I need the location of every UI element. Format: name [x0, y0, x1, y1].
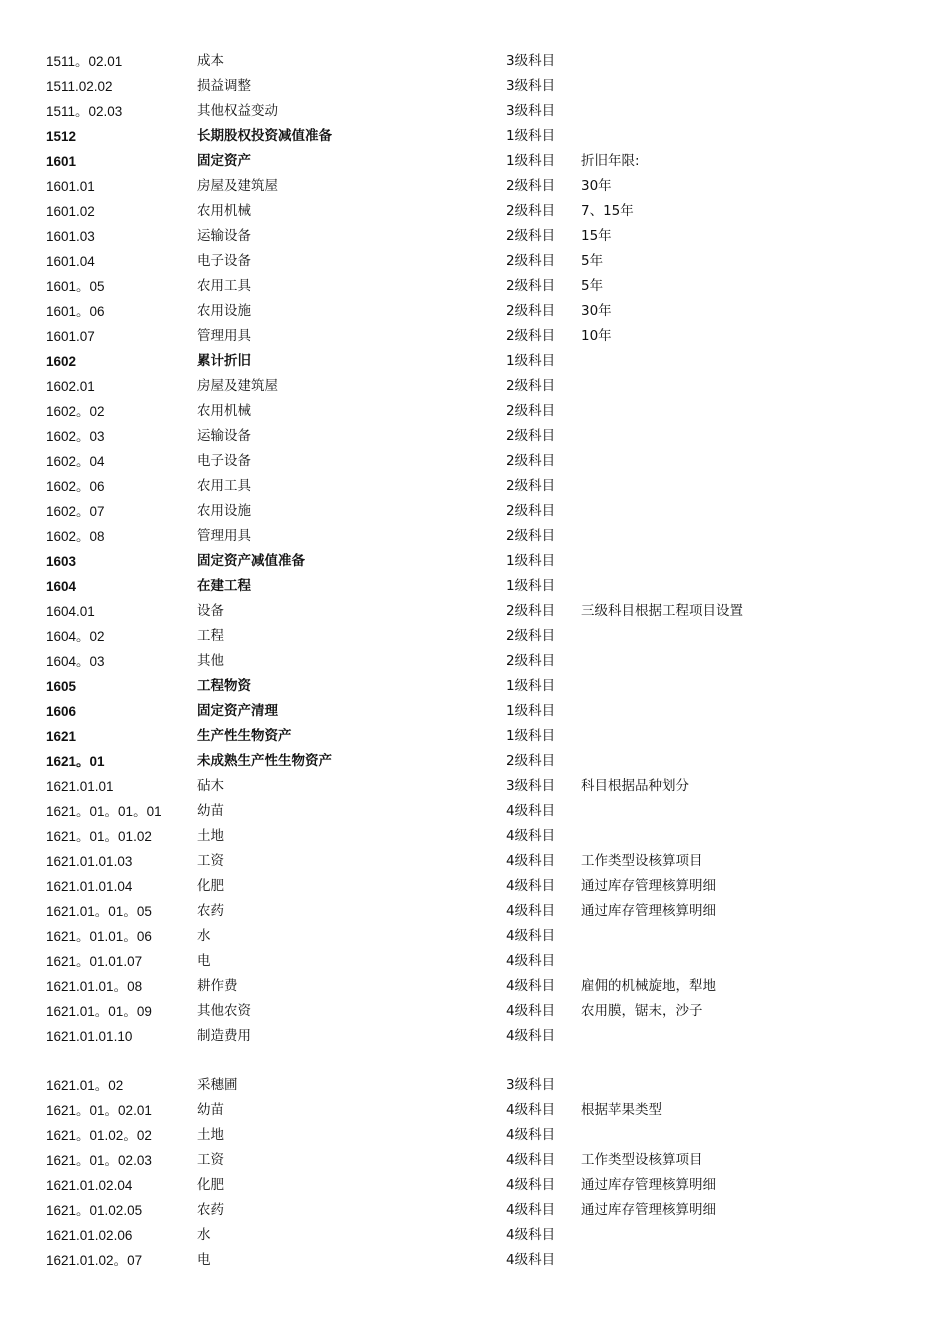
- account-row: [0, 249, 950, 274]
- account-name: 固定资产: [197, 153, 251, 169]
- account-row: [0, 1024, 950, 1049]
- account-level: 4级科目: [506, 928, 556, 944]
- account-name: 土地: [197, 828, 224, 844]
- account-level: 2级科目: [506, 303, 556, 319]
- account-level: 4级科目: [506, 828, 556, 844]
- account-level: 1级科目: [506, 353, 556, 369]
- account-level: 2级科目: [506, 228, 556, 244]
- account-code: 1621。01。02.03: [46, 1153, 152, 1168]
- account-row: [0, 574, 950, 599]
- account-code: 1621.01.01.04: [46, 879, 133, 894]
- account-note: 工作类型设核算项目: [581, 1152, 703, 1168]
- account-level: 2级科目: [506, 178, 556, 194]
- account-name: 采穗圃: [197, 1077, 238, 1093]
- account-code: 1602。02: [46, 404, 105, 419]
- account-row: [0, 124, 950, 149]
- account-name: 农用机械: [197, 403, 251, 419]
- account-code: 1621.01.01。08: [46, 979, 143, 994]
- account-code: 1621。01.02。02: [46, 1128, 152, 1143]
- account-note: 三级科目根据工程项目设置: [581, 603, 743, 619]
- account-row: [0, 874, 950, 899]
- account-row: [0, 624, 950, 649]
- account-row: [0, 849, 950, 874]
- account-name: 农用设施: [197, 303, 251, 319]
- account-code: 1621.01.02.06: [46, 1228, 133, 1243]
- account-code: 1621。01.01.07: [46, 954, 143, 969]
- account-level: 1级科目: [506, 678, 556, 694]
- account-row: [0, 824, 950, 849]
- account-row: [0, 549, 950, 574]
- account-level: 4级科目: [506, 903, 556, 919]
- account-level: 4级科目: [506, 1028, 556, 1044]
- account-row: [0, 524, 950, 549]
- account-row: [0, 99, 950, 124]
- account-code: 1512: [46, 129, 77, 144]
- account-code: 1604.01: [46, 604, 95, 619]
- account-row: [0, 1248, 950, 1273]
- account-code: 1601.03: [46, 229, 95, 244]
- account-note: 雇佣的机械旋地，犁地: [581, 978, 716, 994]
- account-name: 管理用具: [197, 528, 251, 544]
- account-row: [0, 749, 950, 774]
- account-level: 4级科目: [506, 803, 556, 819]
- account-code: 1621。01: [46, 754, 105, 769]
- account-code: 1621。01.02.05: [46, 1203, 143, 1218]
- account-row: [0, 474, 950, 499]
- account-name: 其他: [197, 653, 224, 669]
- account-level: 1级科目: [506, 153, 556, 169]
- account-row: [0, 449, 950, 474]
- account-row: [0, 1098, 950, 1123]
- account-level: 4级科目: [506, 1227, 556, 1243]
- account-code: 1621。01。01.02: [46, 829, 152, 844]
- account-name: 房屋及建筑屋: [197, 178, 278, 194]
- account-level: 2级科目: [506, 503, 556, 519]
- account-name: 幼苗: [197, 1102, 224, 1118]
- account-code: 1621。01。01。01: [46, 804, 162, 819]
- account-level: 2级科目: [506, 278, 556, 294]
- account-row: [0, 699, 950, 724]
- account-name: 在建工程: [197, 578, 251, 594]
- account-note: 5年: [581, 278, 604, 294]
- account-level: 2级科目: [506, 328, 556, 344]
- account-row: [0, 374, 950, 399]
- account-row: [0, 224, 950, 249]
- account-row: [0, 299, 950, 324]
- account-level: 4级科目: [506, 1102, 556, 1118]
- account-code: 1621.01.01.03: [46, 854, 133, 869]
- account-name: 制造费用: [197, 1028, 251, 1044]
- account-code: 1601.04: [46, 254, 95, 269]
- account-name: 管理用具: [197, 328, 251, 344]
- account-code: 1511。02.03: [46, 104, 123, 119]
- account-row: [0, 1223, 950, 1248]
- account-level: 4级科目: [506, 1003, 556, 1019]
- account-level: 4级科目: [506, 1152, 556, 1168]
- account-row: [0, 1198, 950, 1223]
- account-note: 通过库存管理核算明细: [581, 1202, 716, 1218]
- account-level: 1级科目: [506, 128, 556, 144]
- account-row: [0, 899, 950, 924]
- account-level: 4级科目: [506, 1127, 556, 1143]
- account-code: 1602。08: [46, 529, 105, 544]
- account-note: 10年: [581, 328, 612, 344]
- account-level: 2级科目: [506, 453, 556, 469]
- account-name: 农药: [197, 903, 224, 919]
- account-level: 4级科目: [506, 978, 556, 994]
- account-name: 化肥: [197, 1177, 224, 1193]
- account-code: 1605: [46, 679, 77, 694]
- account-name: 工程物资: [197, 678, 251, 694]
- account-row: [0, 349, 950, 374]
- account-level: 3级科目: [506, 778, 556, 794]
- account-row: [0, 974, 950, 999]
- account-name: 工资: [197, 1152, 224, 1168]
- account-level: 4级科目: [506, 1202, 556, 1218]
- account-code: 1511.02.02: [46, 79, 113, 94]
- account-name: 设备: [197, 603, 224, 619]
- account-code: 1601.01: [46, 179, 95, 194]
- account-row: [0, 1123, 950, 1148]
- account-note: 通过库存管理核算明细: [581, 878, 716, 894]
- account-name: 长期股权投资减值准备: [197, 128, 332, 144]
- account-row: [0, 1173, 950, 1198]
- account-name: 农药: [197, 1202, 224, 1218]
- account-row: [0, 649, 950, 674]
- account-level: 4级科目: [506, 853, 556, 869]
- account-name: 其他权益变动: [197, 103, 278, 119]
- account-name: 成本: [197, 53, 224, 69]
- account-note: 工作类型设核算项目: [581, 853, 703, 869]
- account-row: [0, 724, 950, 749]
- account-note: 通过库存管理核算明细: [581, 903, 716, 919]
- account-row: [0, 499, 950, 524]
- account-code: 1601: [46, 154, 77, 169]
- account-code: 1511。02.01: [46, 54, 123, 69]
- account-name: 农用设施: [197, 503, 251, 519]
- account-level: 3级科目: [506, 53, 556, 69]
- account-level: 1级科目: [506, 728, 556, 744]
- account-code: 1621.01。01。09: [46, 1004, 152, 1019]
- account-code: 1602。04: [46, 454, 105, 469]
- account-row: [0, 199, 950, 224]
- account-name: 工程: [197, 628, 224, 644]
- account-name: 电: [197, 1252, 211, 1268]
- account-row: [0, 774, 950, 799]
- account-level: 2级科目: [506, 653, 556, 669]
- account-row: [0, 599, 950, 624]
- account-code: 1621: [46, 729, 77, 744]
- account-code: 1621.01。01。05: [46, 904, 152, 919]
- account-name: 累计折旧: [197, 353, 251, 369]
- account-name: 土地: [197, 1127, 224, 1143]
- account-name: 电子设备: [197, 253, 251, 269]
- account-level: 2级科目: [506, 378, 556, 394]
- account-note: 30年: [581, 178, 612, 194]
- account-name: 农用工具: [197, 278, 251, 294]
- account-code: 1601。06: [46, 304, 105, 319]
- account-level: 1级科目: [506, 703, 556, 719]
- account-name: 水: [197, 928, 211, 944]
- account-name: 其他农资: [197, 1003, 251, 1019]
- account-row: [0, 1073, 950, 1098]
- account-name: 耕作费: [197, 978, 238, 994]
- account-name: 未成熟生产性生物资产: [197, 753, 332, 769]
- account-row: [0, 324, 950, 349]
- account-row: [0, 399, 950, 424]
- account-code: 1621。01。02.01: [46, 1103, 152, 1118]
- account-row: [0, 49, 950, 74]
- account-level: 4级科目: [506, 1252, 556, 1268]
- account-level: 2级科目: [506, 253, 556, 269]
- account-row: [0, 174, 950, 199]
- account-row: [0, 424, 950, 449]
- account-code: 1602: [46, 354, 77, 369]
- account-row: [0, 1148, 950, 1173]
- account-level: 2级科目: [506, 528, 556, 544]
- account-row: [0, 949, 950, 974]
- account-name: 运输设备: [197, 428, 251, 444]
- account-note: 15年: [581, 228, 612, 244]
- account-level: 4级科目: [506, 1177, 556, 1193]
- account-name: 农用机械: [197, 203, 251, 219]
- account-name: 水: [197, 1227, 211, 1243]
- account-name: 电子设备: [197, 453, 251, 469]
- account-name: 电: [197, 953, 211, 969]
- account-name: 运输设备: [197, 228, 251, 244]
- account-level: 4级科目: [506, 878, 556, 894]
- account-level: 1级科目: [506, 578, 556, 594]
- account-list: [0, 49, 950, 1273]
- account-note: 5年: [581, 253, 604, 269]
- account-code: 1602。06: [46, 479, 105, 494]
- account-level: 2级科目: [506, 603, 556, 619]
- account-code: 1621。01.01。06: [46, 929, 152, 944]
- account-code: 1604: [46, 579, 77, 594]
- account-level: 2级科目: [506, 753, 556, 769]
- account-name: 房屋及建筑屋: [197, 378, 278, 394]
- account-code: 1606: [46, 704, 77, 719]
- account-code: 1601.02: [46, 204, 95, 219]
- account-level: 3级科目: [506, 103, 556, 119]
- account-note: 30年: [581, 303, 612, 319]
- account-name: 幼苗: [197, 803, 224, 819]
- account-level: 2级科目: [506, 203, 556, 219]
- account-name: 工资: [197, 853, 224, 869]
- account-level: 2级科目: [506, 628, 556, 644]
- account-name: 农用工具: [197, 478, 251, 494]
- account-row: [0, 924, 950, 949]
- account-name: 化肥: [197, 878, 224, 894]
- account-row: [0, 149, 950, 174]
- account-row: [0, 674, 950, 699]
- account-code: 1601。05: [46, 279, 105, 294]
- account-level: 4级科目: [506, 953, 556, 969]
- account-level: 3级科目: [506, 1077, 556, 1093]
- account-name: 生产性生物资产: [197, 728, 292, 744]
- account-code: 1621.01.01: [46, 779, 114, 794]
- account-code: 1621.01.02。07: [46, 1253, 143, 1268]
- account-name: 损益调整: [197, 78, 251, 94]
- account-level: 2级科目: [506, 478, 556, 494]
- account-name: 砧木: [197, 778, 224, 794]
- account-note: 7、15年: [581, 203, 634, 219]
- account-row: [0, 999, 950, 1024]
- account-note: 农用膜，锯末，沙子: [581, 1003, 703, 1019]
- account-level: 2级科目: [506, 403, 556, 419]
- account-code: 1602。03: [46, 429, 105, 444]
- account-level: 3级科目: [506, 78, 556, 94]
- account-code: 1621.01.02.04: [46, 1178, 133, 1193]
- account-note: 根据苹果类型: [581, 1102, 662, 1118]
- account-note: 折旧年限:: [581, 153, 640, 169]
- account-code: 1621.01。02: [46, 1078, 124, 1093]
- account-code: 1604。03: [46, 654, 105, 669]
- account-row: [0, 799, 950, 824]
- account-level: 2级科目: [506, 428, 556, 444]
- account-code: 1602。07: [46, 504, 105, 519]
- account-code: 1604。02: [46, 629, 105, 644]
- account-code: 1602.01: [46, 379, 95, 394]
- account-code: 1601.07: [46, 329, 95, 344]
- account-row: [0, 274, 950, 299]
- account-name: 固定资产减值准备: [197, 553, 305, 569]
- account-row: [0, 74, 950, 99]
- account-code: 1603: [46, 554, 77, 569]
- account-code: 1621.01.01.10: [46, 1029, 133, 1044]
- account-note: 科目根据品种划分: [581, 778, 689, 794]
- blank-row: [0, 1049, 950, 1073]
- account-note: 通过库存管理核算明细: [581, 1177, 716, 1193]
- account-level: 1级科目: [506, 553, 556, 569]
- account-name: 固定资产清理: [197, 703, 278, 719]
